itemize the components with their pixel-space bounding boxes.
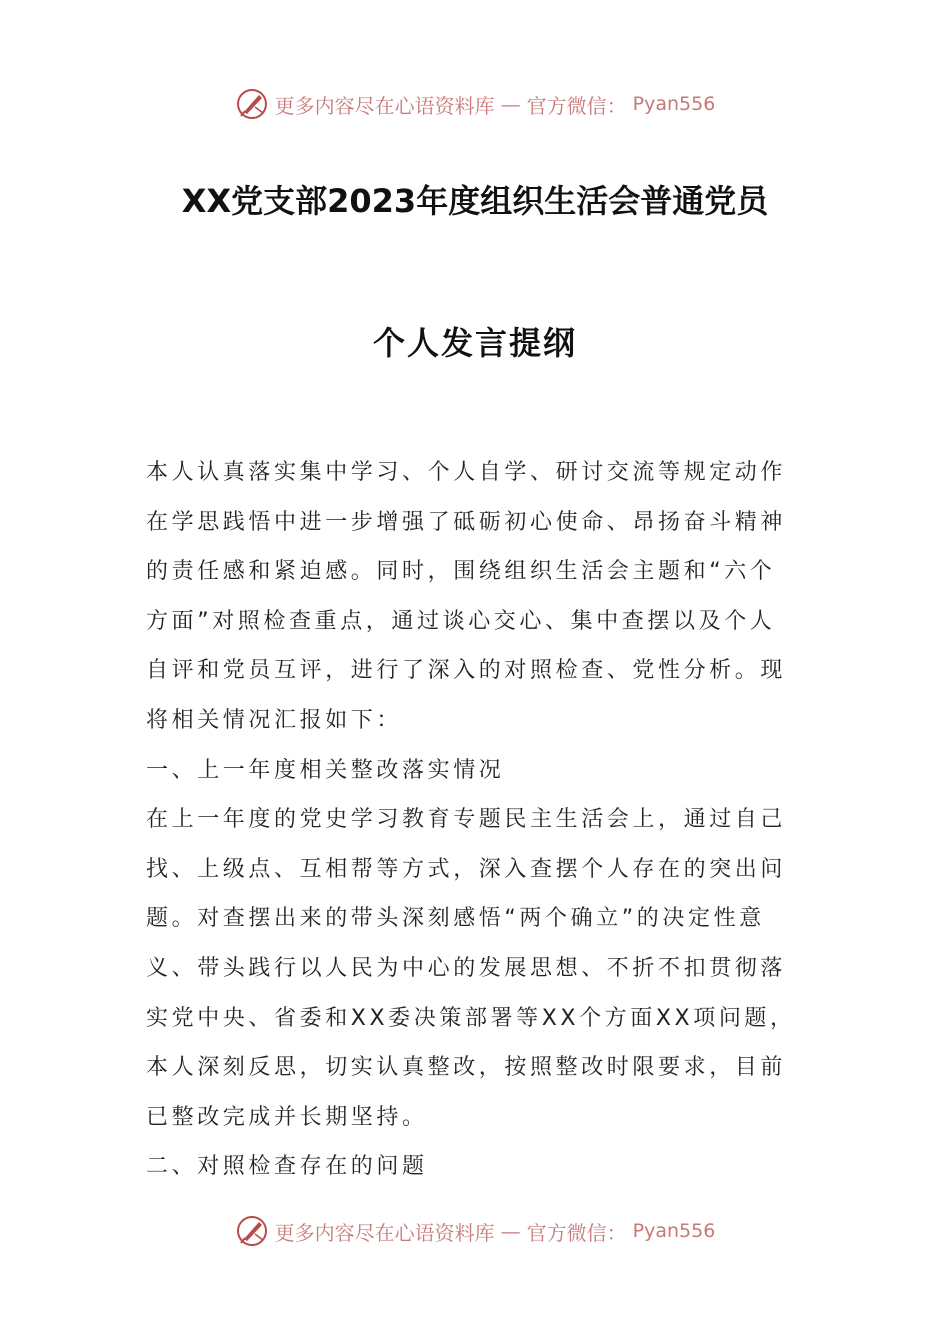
document-title-line1: XX党支部2023年度组织生活会普通党员 xyxy=(181,182,769,220)
body-line: 找、上级点、互相帮等方式，深入查摆个人存在的突出问 xyxy=(146,856,787,882)
body-line: 将相关情况汇报如下： xyxy=(146,707,403,733)
watermark-official-label: 官方微信： xyxy=(526,93,627,118)
body-line: 自评和党员互评，进行了深入的对照检查、党性分析。现 xyxy=(146,658,787,684)
body-line: 方面”对照检查重点，通过谈心交心、集中查摆以及个人 xyxy=(146,608,776,634)
header-watermark xyxy=(0,84,950,124)
body-line: 已整改完成并长期坚持。 xyxy=(146,1104,428,1130)
watermark-brand: 更多内容尽在心语资料库 xyxy=(274,1220,495,1245)
body-line: 在上一年度的党史学习教育专题民主生活会上，通过自己 xyxy=(146,807,787,833)
body-line: 题。对查摆出来的带头深刻感悟“两个确立”的决定性意 xyxy=(146,906,765,932)
watermark-wechat-id: Pyan556 xyxy=(632,1220,716,1242)
footer-watermark xyxy=(0,1211,950,1251)
body-line: 义、带头践行以人民为中心的发展思想、不折不扣贯彻落 xyxy=(146,955,787,981)
body-line: 本人认真落实集中学习、个人自学、研讨交流等规定动作 xyxy=(146,460,787,485)
body-line: 实党中央、省委和XX委决策部署等XX个方面XX项问题， xyxy=(146,1005,796,1031)
quill-pen-logo-icon xyxy=(235,87,269,121)
document-body xyxy=(146,448,806,1192)
section-heading: 二、对照检查存在的问题 xyxy=(146,1154,428,1180)
watermark-official-label: 官方微信： xyxy=(526,1220,627,1245)
body-line: 本人深刻反思，切实认真整改，按照整改时限要求，目前 xyxy=(146,1055,787,1081)
quill-pen-logo-icon xyxy=(235,1214,269,1248)
watermark-separator: — xyxy=(500,92,521,116)
body-line: 在学思践悟中进一步增强了砥砺初心使命、昂扬奋斗精神 xyxy=(146,509,787,535)
document-title-line2: 个人发言提纲 xyxy=(372,324,577,362)
watermark-separator: — xyxy=(500,1219,521,1243)
watermark-wechat-id: Pyan556 xyxy=(632,93,716,115)
body-line: 的责任感和紧迫感。同时，围绕组织生活会主题和“六个 xyxy=(146,559,776,585)
watermark-brand: 更多内容尽在心语资料库 xyxy=(274,93,495,118)
section-heading: 一、上一年度相关整改落实情况 xyxy=(146,757,505,783)
